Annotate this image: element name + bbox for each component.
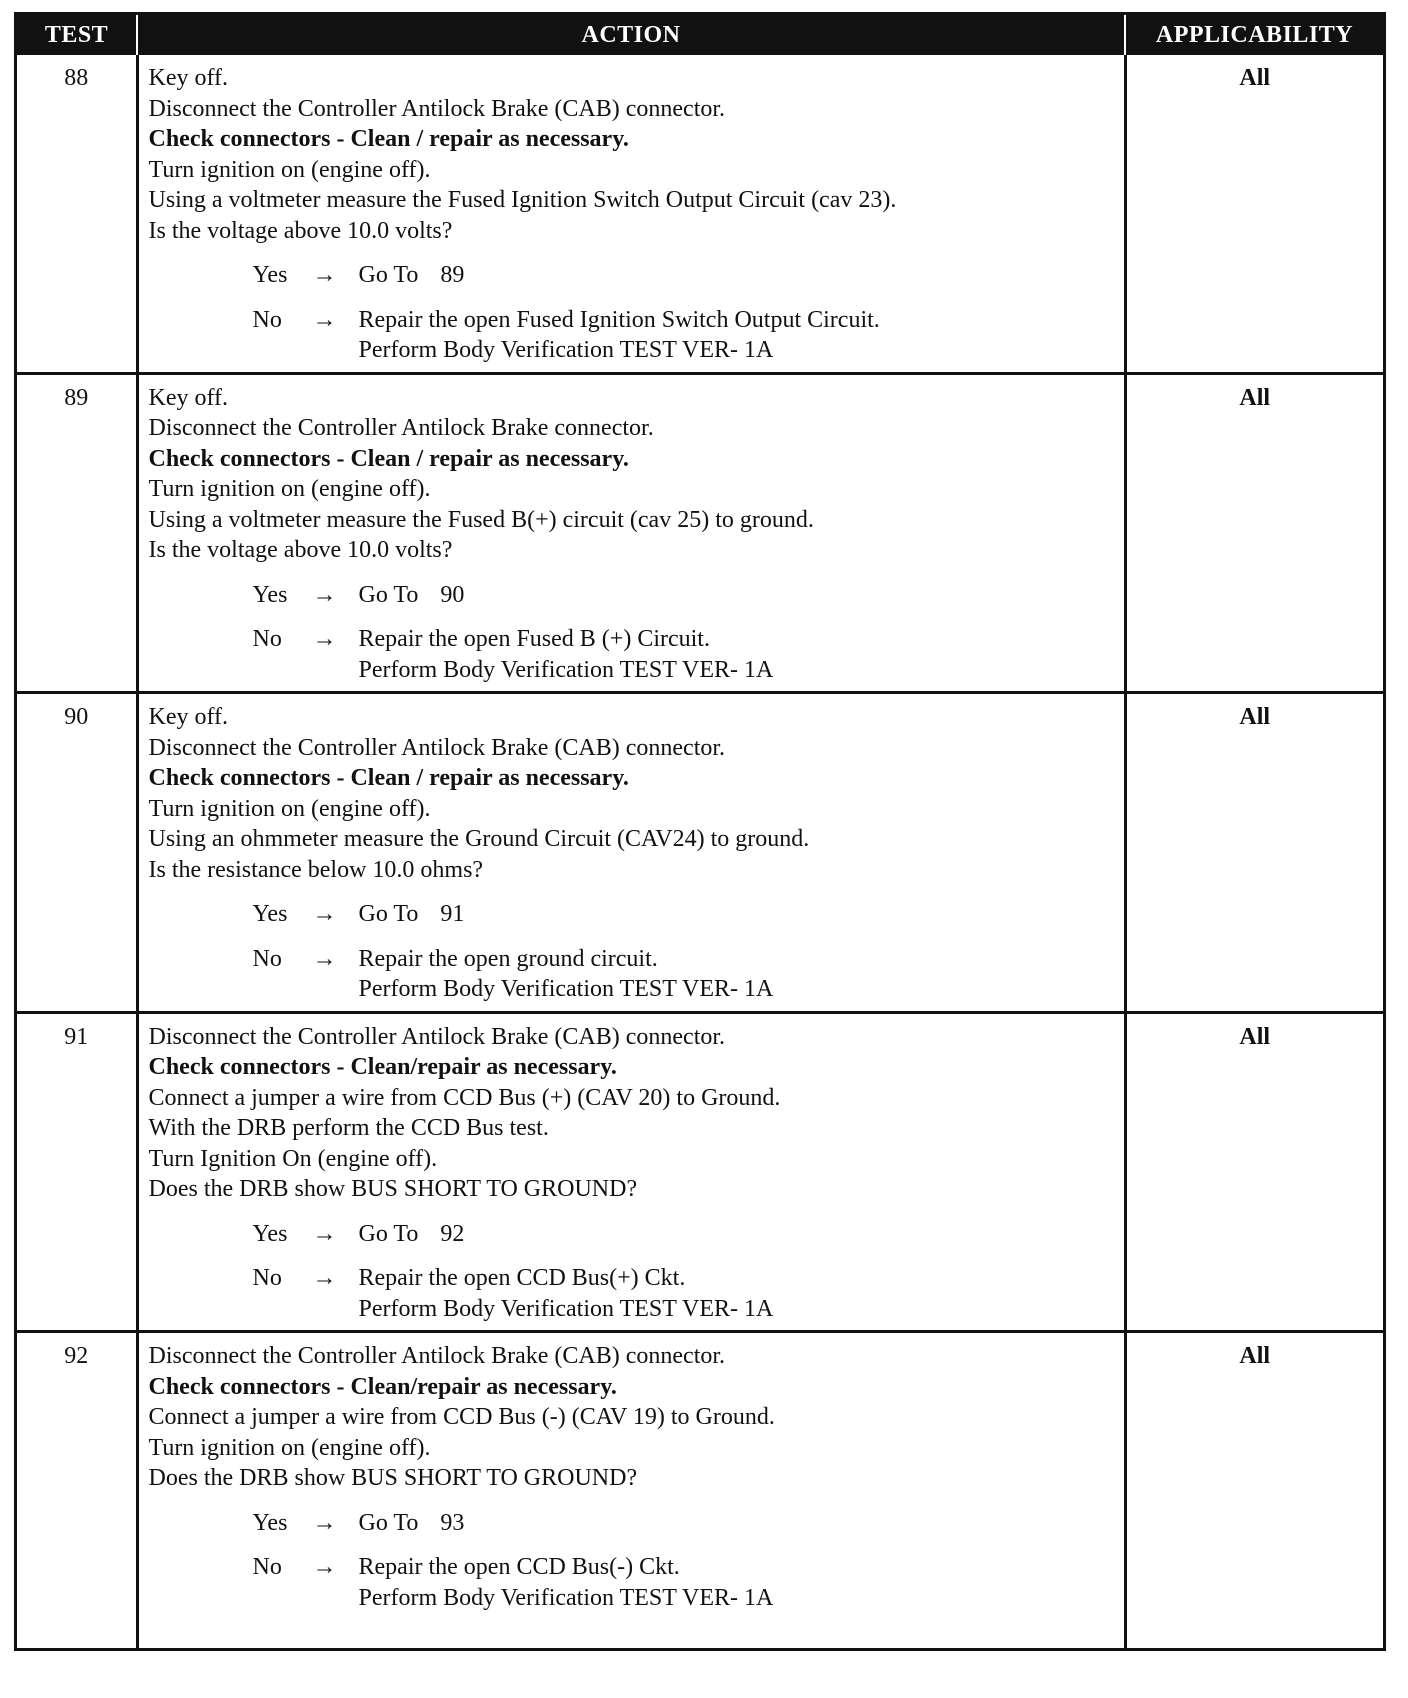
goto-label: Go To: [358, 262, 419, 288]
action-instruction: Using a voltmeter measure the Fused B(+) circuit (cav 25) to ground.: [148, 506, 814, 533]
table-row: [17, 1012, 1383, 1332]
goto-label: Go To: [358, 581, 419, 608]
action-instruction: Turn ignition on (engine off).: [148, 156, 431, 183]
arrow-right-icon: →: [312, 262, 337, 288]
yes-result: [359, 1219, 465, 1250]
action-instruction: Using an ohmmeter measure the Ground Circuit (CAV24) to ground.: [148, 826, 810, 852]
goto-test-link[interactable]: 93: [440, 1509, 465, 1536]
diagnostic-test-table: [14, 12, 1386, 1651]
goto-test-link[interactable]: 89: [440, 262, 465, 288]
verification-instruction: Perform Body Verification TEST VER- 1A: [358, 1295, 774, 1322]
action-instruction-bold: Check connectors - Clean / repair as necessary.: [148, 445, 629, 472]
arrow-right-icon: →: [312, 901, 337, 927]
goto-test-link[interactable]: 92: [440, 1220, 465, 1247]
table-row: [17, 373, 1383, 693]
table-row: [17, 693, 1383, 1013]
applicability-value: All: [1125, 55, 1383, 373]
yes-result: [359, 1508, 465, 1539]
no-result: [359, 1263, 774, 1324]
no-label: No: [252, 1265, 282, 1291]
action-instruction-bold: Check connectors - Clean / repair as necessary.: [148, 765, 629, 791]
table-row: [17, 1332, 1383, 1648]
action-instruction: Disconnect the Controller Antilock Brake connector.: [148, 415, 654, 441]
action-instruction: Does the DRB show BUS SHORT TO GROUND?: [148, 1465, 638, 1491]
action-instruction: Key off.: [148, 704, 229, 730]
action-instruction: Is the voltage above 10.0 volts?: [148, 537, 453, 563]
action-instruction: Disconnect the Controller Antilock Brake (CAB) connector.: [148, 1023, 726, 1050]
goto-test-link[interactable]: 90: [440, 581, 465, 608]
test-number: 89: [17, 373, 137, 693]
action-instruction-bold: Check connectors - Clean / repair as necessary.: [148, 126, 629, 152]
action-instruction: Turn ignition on (engine off).: [148, 476, 431, 502]
no-label: No: [252, 1554, 282, 1580]
action-instruction: Turn Ignition On (engine off).: [148, 1145, 438, 1172]
action-instruction: With the DRB perform the CCD Bus test.: [148, 1115, 549, 1141]
action-cell: [137, 1332, 1125, 1648]
applicability-value: All: [1125, 1012, 1383, 1332]
header-action: ACTION: [137, 15, 1125, 55]
yes-branch: [253, 1219, 1116, 1250]
header-applicability: APPLICABILITY: [1125, 15, 1383, 55]
no-label: No: [252, 626, 282, 652]
verification-instruction: Perform Body Verification TEST VER- 1A: [358, 1584, 774, 1611]
action-instruction: Using a voltmeter measure the Fused Ignition Switch Output Circuit (cav 23).: [148, 187, 897, 213]
action-instruction: Disconnect the Controller Antilock Brake (CAB) connector.: [148, 1343, 726, 1369]
no-result: [359, 944, 774, 1005]
action-instruction: Is the resistance below 10.0 ohms?: [148, 856, 484, 883]
goto-label: Go To: [358, 1220, 419, 1247]
action-instruction: Is the voltage above 10.0 volts?: [148, 217, 453, 244]
yes-result: [359, 580, 465, 611]
action-instruction: Connect a jumper a wire from CCD Bus (+) (CAV 20) to Ground.: [148, 1084, 781, 1111]
verification-instruction: Perform Body Verification TEST VER- 1A: [358, 976, 774, 1002]
applicability-value: All: [1125, 1332, 1383, 1648]
no-branch: [253, 305, 1116, 366]
action-cell: [137, 693, 1125, 1013]
arrow-right-icon: →: [312, 1554, 337, 1580]
arrow-right-icon: →: [312, 1509, 337, 1536]
action-instruction: Disconnect the Controller Antilock Brake (CAB) connector.: [148, 95, 726, 122]
test-number: 90: [17, 693, 137, 1013]
table-row: [17, 55, 1383, 373]
action-cell: [137, 1012, 1125, 1332]
yes-result: [359, 899, 465, 930]
applicability-value: All: [1125, 373, 1383, 693]
no-result: [359, 1552, 774, 1613]
action-instruction: Key off.: [148, 65, 229, 91]
action-instruction: Does the DRB show BUS SHORT TO GROUND?: [148, 1176, 638, 1202]
repair-instruction: Repair the open Fused Ignition Switch Output Circuit.: [358, 306, 880, 333]
yes-branch: [253, 899, 1116, 930]
arrow-right-icon: →: [312, 581, 337, 608]
yes-branch: [253, 580, 1116, 611]
yes-label: Yes: [252, 262, 288, 288]
arrow-right-icon: →: [312, 306, 337, 333]
action-instruction: Turn ignition on (engine off).: [148, 1434, 431, 1461]
yes-result: [359, 260, 465, 291]
yes-label: Yes: [252, 901, 288, 927]
no-branch: [253, 944, 1116, 1005]
table-header: [17, 15, 1383, 55]
arrow-right-icon: →: [312, 945, 337, 972]
goto-label: Go To: [358, 1509, 419, 1536]
yes-label: Yes: [252, 581, 288, 608]
test-number: 91: [17, 1012, 137, 1332]
no-label: No: [252, 306, 282, 333]
no-branch: [253, 1263, 1116, 1324]
yes-label: Yes: [252, 1220, 288, 1247]
applicability-value: All: [1125, 693, 1383, 1013]
arrow-right-icon: →: [312, 1220, 337, 1247]
no-result: [359, 624, 774, 685]
test-table: [17, 15, 1383, 1648]
action-instruction-bold: Check connectors - Clean/repair as necessary.: [148, 1054, 617, 1080]
goto-test-link[interactable]: 91: [440, 901, 465, 927]
header-test: TEST: [17, 15, 137, 55]
repair-instruction: Repair the open Fused B (+) Circuit.: [358, 626, 710, 652]
repair-instruction: Repair the open CCD Bus(-) Ckt.: [358, 1554, 680, 1580]
arrow-right-icon: →: [312, 1265, 337, 1291]
no-label: No: [252, 945, 282, 972]
test-number: 92: [17, 1332, 137, 1648]
repair-instruction: Repair the open ground circuit.: [358, 945, 658, 972]
verification-instruction: Perform Body Verification TEST VER- 1A: [358, 656, 774, 683]
test-number: 88: [17, 55, 137, 373]
arrow-right-icon: →: [312, 626, 337, 652]
action-instruction: Key off.: [148, 384, 229, 411]
yes-label: Yes: [252, 1509, 288, 1536]
table-body: [17, 55, 1383, 1648]
verification-instruction: Perform Body Verification TEST VER- 1A: [358, 337, 774, 363]
action-instruction: Disconnect the Controller Antilock Brake (CAB) connector.: [148, 734, 726, 761]
no-branch: [253, 1552, 1116, 1613]
repair-instruction: Repair the open CCD Bus(+) Ckt.: [358, 1265, 686, 1291]
no-result: [359, 305, 880, 366]
no-branch: [253, 624, 1116, 685]
action-instruction-bold: Check connectors - Clean/repair as necessary.: [148, 1373, 617, 1400]
yes-branch: [253, 260, 1116, 291]
action-instruction: Turn ignition on (engine off).: [148, 795, 431, 822]
action-instruction: Connect a jumper a wire from CCD Bus (-) (CAV 19) to Ground.: [148, 1404, 775, 1430]
goto-label: Go To: [358, 901, 419, 927]
action-cell: [137, 55, 1125, 373]
action-cell: [137, 373, 1125, 693]
yes-branch: [253, 1508, 1116, 1539]
